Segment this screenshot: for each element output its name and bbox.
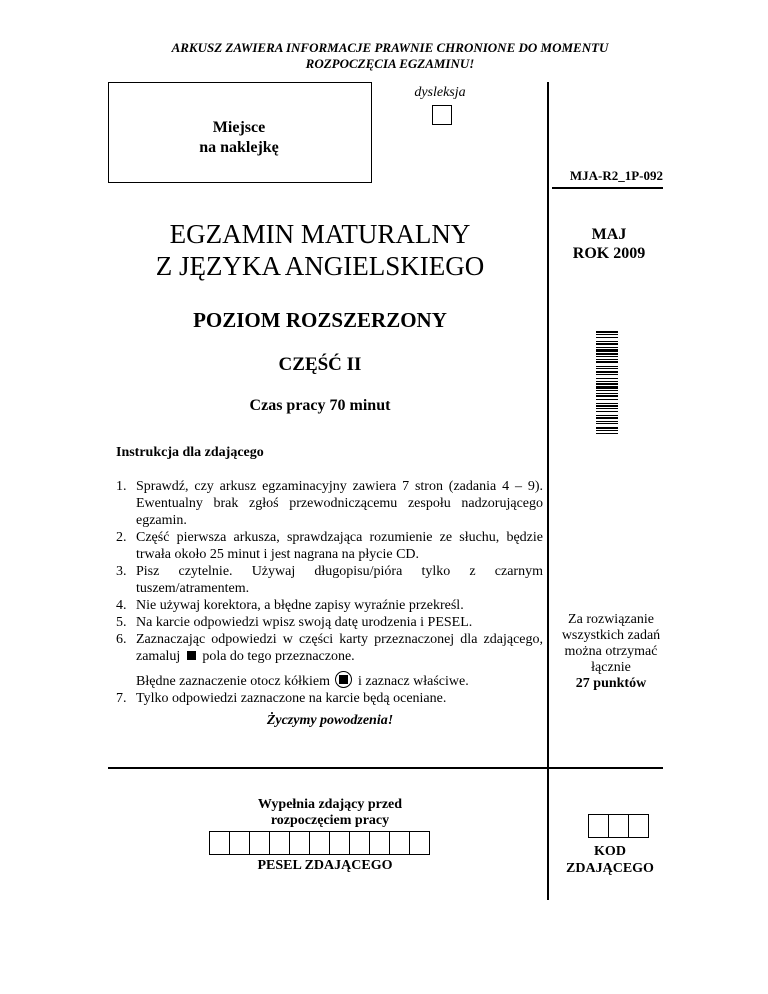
exam-session <box>555 225 663 263</box>
pesel-digit-box[interactable] <box>229 831 250 855</box>
vertical-divider <box>547 82 549 900</box>
fill-in-label-line-2: rozpoczęciem pracy <box>270 813 390 828</box>
good-luck-message: Życzymy powodzenia! <box>266 713 394 728</box>
pesel-digit-box[interactable] <box>209 831 230 855</box>
session-month: MAJ <box>591 226 627 243</box>
dyslexia-checkbox[interactable] <box>432 105 452 125</box>
instruction-item: 1. Sprawdź, czy arkusz egzaminacyjny zawiera 7 stron (zadania 4 – 9). Ewentualny brak zgłoś przewodniczącemu zespołu nadzorującego egzamin. <box>116 479 543 528</box>
instruction-text: Tylko odpowiedzi zaznaczone na karcie będą oceniane. <box>136 691 447 706</box>
fill-in-label-line-1: Wypełnia zdający przed <box>257 797 403 812</box>
instruction-text: Pisz czytelnie. Używaj długopisu/pióra tylko z czarnym tuszem/atramentem. <box>136 564 543 596</box>
barcode <box>596 331 618 533</box>
circled-square-icon <box>335 671 352 688</box>
instruction-text: Zaznaczając odpowiedzi w części karty przeznaczonej dla zdającego, zamaluj <box>136 632 543 664</box>
exam-title-line-1: EGZAMIN MATURALNY <box>169 219 471 249</box>
filled-square-icon <box>187 651 196 660</box>
instruction-item: 5. Na karcie odpowiedzi wpisz swoją datę urodzenia i PESEL. <box>116 615 473 630</box>
points-line: można otrzymać <box>564 644 658 659</box>
dyslexia-label: dysleksja <box>414 85 466 100</box>
instruction-item: 7. Tylko odpowiedzi zaznaczone na karcie będą oceniane. <box>116 691 447 706</box>
exam-part: CZĘŚĆ II <box>278 354 362 375</box>
horizontal-divider <box>108 767 663 769</box>
points-line: Za rozwiązanie <box>568 612 654 627</box>
notice-line-2: ROZPOCZĘCIA EGZAMINU! <box>305 56 475 71</box>
pesel-digit-box[interactable] <box>309 831 330 855</box>
instructions-list <box>116 478 543 707</box>
pesel-digit-box[interactable] <box>269 831 290 855</box>
points-line: łącznie <box>591 660 631 675</box>
instruction-text: Błędne zaznaczenie otocz kółkiem <box>136 674 330 689</box>
instruction-subtext <box>136 671 543 690</box>
pesel-digit-box[interactable] <box>369 831 390 855</box>
sticker-label-line-2: na naklejkę <box>199 139 279 156</box>
instruction-text: i zaznacz właściwe. <box>357 674 469 689</box>
exam-code: MJA-R2_1P-092 <box>569 168 663 183</box>
confidential-notice <box>100 40 680 72</box>
student-code-label <box>555 843 665 877</box>
instruction-text: Nie używaj korektora, a błędne zapisy wyraźnie przekreśl. <box>136 598 464 613</box>
student-code-label-line-2: ZDAJĄCEGO <box>566 861 654 876</box>
exam-title <box>100 218 540 282</box>
pesel-digit-box[interactable] <box>349 831 370 855</box>
instruction-text: Sprawdź, czy arkusz egzaminacyjny zawiera 7 stron (zadania 4 – 9). Ewentualny brak zgłoś przewodniczącemu zespołu nadzorującego egzamin. <box>136 479 543 528</box>
code-digit-box[interactable] <box>608 814 629 838</box>
student-code-label-line-1: KOD <box>594 844 626 859</box>
pesel-input[interactable] <box>210 831 430 855</box>
sticker-label <box>108 118 370 158</box>
sticker-label-line-1: Miejsce <box>212 119 266 136</box>
instruction-item: 6. Zaznaczając odpowiedzi w części karty przeznaczonej dla zdającego, zamaluj pola do tego przeznaczone. Błędne zaznaczenie otocz kółkiem i zaznacz właściwe. <box>116 632 543 689</box>
pesel-digit-box[interactable] <box>409 831 430 855</box>
instruction-item: 2. Część pierwsza arkusza, sprawdzająca rozumienie ze słuchu, będzie trwała około 25 minut i jest nagrana na płycie CD. <box>116 530 543 562</box>
session-year: ROK 2009 <box>572 245 646 262</box>
exam-title-line-2: Z JĘZYKA ANGIELSKIEGO <box>155 251 485 281</box>
points-total: 27 punktów <box>575 676 647 691</box>
points-line: wszystkich zadań <box>561 628 661 643</box>
instruction-text: Na karcie odpowiedzi wpisz swoją datę urodzenia i PESEL. <box>136 615 473 630</box>
fill-in-label <box>210 797 450 829</box>
pesel-digit-box[interactable] <box>389 831 410 855</box>
exam-level: POZIOM ROZSZERZONY <box>193 308 447 332</box>
notice-line-1: ARKUSZ ZAWIERA INFORMACJE PRAWNIE CHRONIONE DO MOMENTU <box>171 40 609 55</box>
pesel-digit-box[interactable] <box>249 831 270 855</box>
code-digit-box[interactable] <box>588 814 609 838</box>
exam-code-rule <box>552 187 663 189</box>
instruction-item: 3. Pisz czytelnie. Używaj długopisu/pióra tylko z czarnym tuszem/atramentem. <box>116 564 543 596</box>
instruction-item: 4. Nie używaj korektora, a błędne zapisy wyraźnie przekreśl. <box>116 598 464 613</box>
pesel-digit-box[interactable] <box>289 831 310 855</box>
code-digit-box[interactable] <box>628 814 649 838</box>
instruction-text: Część pierwsza arkusza, sprawdzająca rozumienie ze słuchu, będzie trwała około 25 minut i jest nagrana na płycie CD. <box>136 530 543 562</box>
pesel-digit-box[interactable] <box>329 831 350 855</box>
points-info <box>556 612 666 692</box>
pesel-label: PESEL ZDAJĄCEGO <box>257 858 393 873</box>
exam-duration: Czas pracy 70 minut <box>249 397 391 414</box>
instruction-text: pola do tego przeznaczone. <box>202 649 355 664</box>
student-code-input[interactable] <box>589 814 649 838</box>
instructions-heading: Instrukcja dla zdającego <box>116 445 264 460</box>
